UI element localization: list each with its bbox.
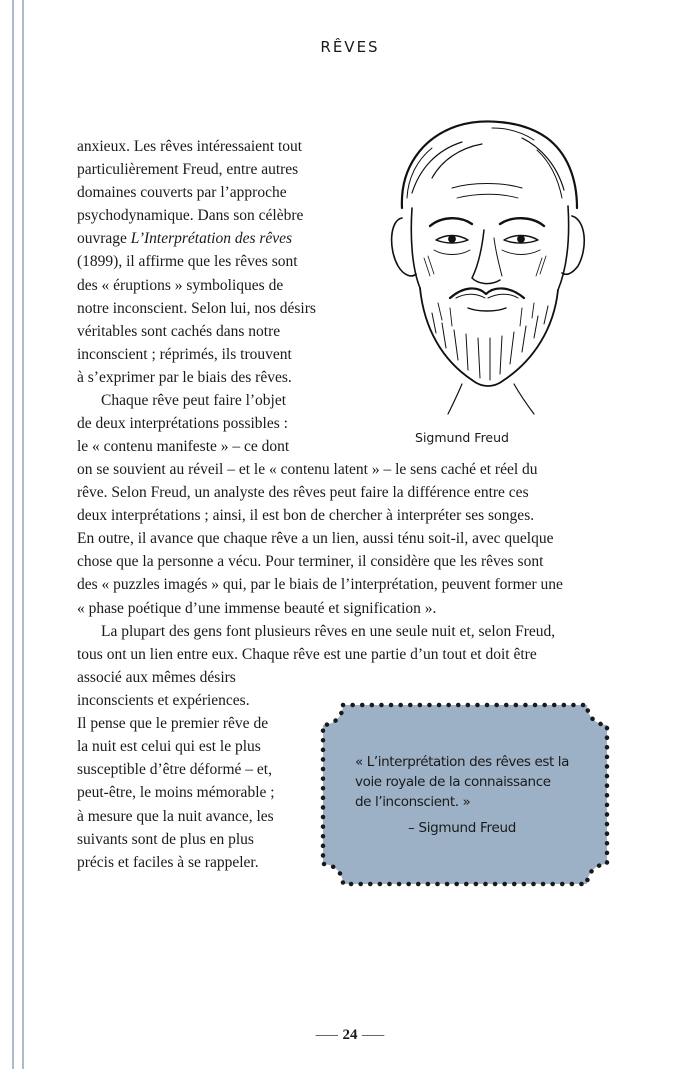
text-line: (1899), il affirme que les rêves sont — [77, 253, 298, 271]
text-line: peut-être, le moins mémorable ; — [77, 784, 275, 802]
text-line: notre inconscient. Selon lui, nos désirs — [77, 299, 316, 317]
paragraph-2-continued — [77, 458, 617, 666]
text-line: La plupart des gens font plusieurs rêves en une seule nuit et, selon Freud, — [101, 622, 556, 640]
text-line: à mesure que la nuit avance, les — [77, 807, 274, 825]
page-footer — [0, 1024, 700, 1044]
text-line: inconscient ; réprimés, ils trouvent — [77, 345, 292, 363]
pull-quote-box — [319, 701, 611, 888]
folio-ornament-right: ⸺ — [361, 1028, 385, 1043]
paragraph-3-column — [77, 666, 312, 874]
quote-line: voie royale de la connaissance — [355, 774, 551, 790]
text-line: véritables sont cachés dans notre — [77, 322, 281, 340]
text-line: associé aux mêmes désirs — [77, 669, 236, 686]
text-line: on se souvient au réveil – et le « contenu latent » – le sens caché et réel du — [77, 461, 538, 478]
text-line: deux interprétations ; ainsi, il est bon de chercher à interpréter ses songes. — [77, 507, 535, 525]
text-line: domaines couverts par l’approche — [77, 184, 287, 202]
text-line: « phase poétique d’une immense beauté et signification ». — [77, 599, 437, 617]
freud-portrait-icon — [372, 98, 594, 416]
folio-ornament-left: ⸺ — [315, 1028, 339, 1043]
text-line: des « puzzles imagés » qui, par le biais de l’interprétation, peuvent former une — [77, 576, 563, 594]
text-line: la nuit est celui qui est le plus — [77, 738, 261, 756]
running-header: RÊVES — [320, 38, 380, 56]
text-line: suivants sont de plus en plus — [77, 830, 254, 848]
text-line: des « éruptions » symboliques de — [77, 276, 284, 294]
page-number: 24 — [342, 1027, 358, 1043]
text-line: le « contenu manifeste » – ce dont — [77, 438, 290, 456]
text-line: particulièrement Freud, entre autres — [77, 161, 299, 179]
text-line: inconscients et expériences. — [77, 692, 250, 710]
text-line: susceptible d’être déformé – et, — [77, 761, 272, 779]
freud-portrait — [372, 98, 594, 416]
book-title: L’Interprétation des rêves — [130, 230, 293, 248]
quote-line: de l’inconscient. » — [355, 794, 471, 810]
text-line: psychodynamique. Dans son célèbre — [77, 207, 304, 225]
text-line: tous ont un lien entre eux. Chaque rêve est une partie d’un tout et doit être — [77, 645, 537, 663]
text-line: En outre, il avance que chaque rêve a un lien, aussi ténu soit-il, avec quelque — [77, 530, 554, 548]
margin-rule-inner — [22, 0, 24, 1069]
text-line: précis et faciles à se rappeler. — [77, 853, 259, 871]
portrait-caption: Sigmund Freud — [415, 430, 509, 445]
text-line: à s’exprimer par le biais des rêves. — [77, 368, 292, 386]
quote-line: « L’interprétation des rêves est la — [355, 754, 569, 770]
text-line: chose que la personne a vécu. Pour terminer, il considère que les rêves sont — [77, 553, 544, 571]
text-line: anxieux. Les rêves intéressaient tout — [77, 138, 303, 155]
paragraph-1 — [77, 135, 342, 458]
text-line-book-ref — [77, 227, 342, 250]
margin-rule-outer — [12, 0, 14, 1069]
text-line: de deux interprétations possibles : — [77, 415, 288, 433]
text-line: Il pense que le premier rêve de — [77, 715, 269, 733]
text-line: rêve. Selon Freud, un analyste des rêves peut faire la différence entre ces — [77, 484, 529, 502]
text-line: Chaque rêve peut faire l’objet — [101, 392, 287, 410]
quote-text — [355, 752, 580, 812]
book-ref-prefix: ouvrage — [77, 230, 131, 248]
quote-author: – Sigmund Freud — [408, 820, 517, 836]
